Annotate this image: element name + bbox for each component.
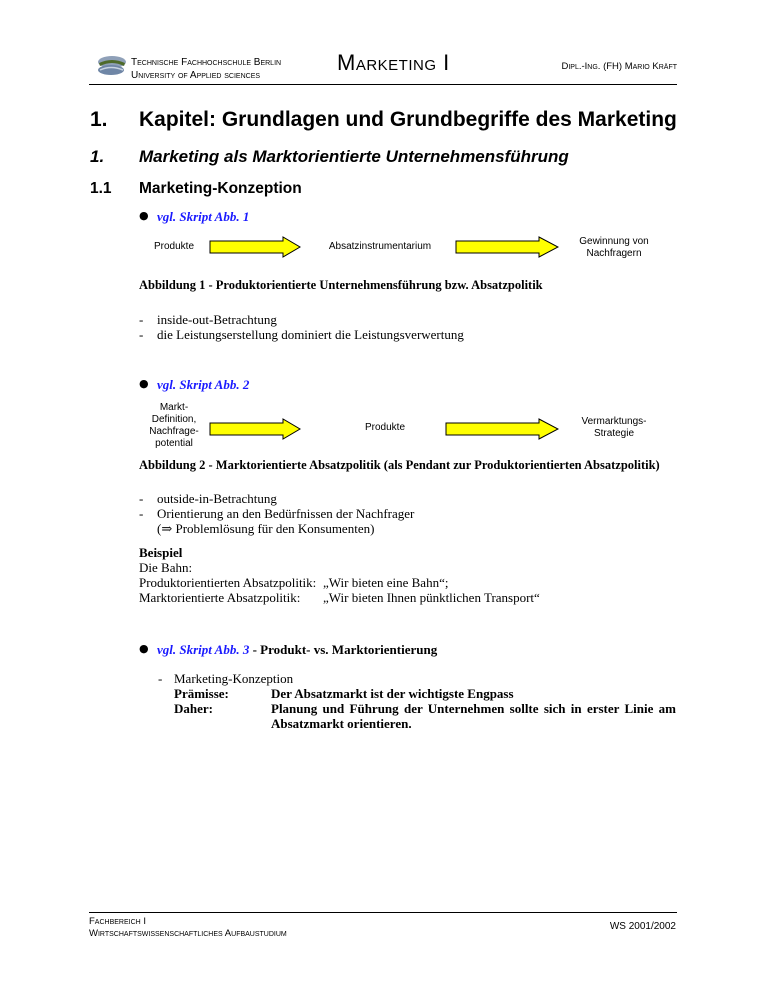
example-quote-product: „Wir bieten eine Bahn“; xyxy=(323,575,449,590)
figure3-premise-text: Der Absatzmarkt ist der wichtigste Engpass xyxy=(271,686,514,701)
section-number: 1. xyxy=(90,147,105,166)
section-title: Marketing als Marktorientierte Unternehmensführung xyxy=(139,147,569,166)
figure3-item: Marketing-Konzeption xyxy=(174,671,294,686)
subsection-title: Marketing-Konzeption xyxy=(139,180,302,197)
footer-semester: WS 2001/2002 xyxy=(609,921,676,932)
figure2-box-1: Markt-Definition, Nachfrage-potential xyxy=(149,402,199,449)
figure2-reference: vgl. Skript Abb. 2 xyxy=(157,377,250,392)
figure2-arrow-1 xyxy=(209,418,301,445)
figure3-reference-suffix: - Produkt- vs. Marktorientierung xyxy=(249,642,438,657)
header-author: Dipl.-Ing. (FH) Mario Kräft xyxy=(561,61,677,72)
bullet-icon: ● xyxy=(139,642,149,655)
figure1-arrow-2 xyxy=(455,236,559,263)
bullet-icon: ● xyxy=(139,209,149,222)
header-institution-line1: Technische Fachhochschule Berlin xyxy=(131,57,282,68)
figure1-caption: Abbildung 1 - Produktorientierte Unternehmensführung bzw. Absatzpolitik xyxy=(139,278,543,292)
figure2-caption: Abbildung 2 - Marktorientierte Absatzpolitik (als Pendant zur Produktorientierten Absatzpolitik) xyxy=(139,458,660,472)
figure2-box-3: Vermarktungs-Strategie xyxy=(581,416,647,439)
figure3-premise-label: Prämisse: xyxy=(174,686,229,701)
figure3-therefore-text-2: Absatzmarkt orientieren. xyxy=(271,716,412,731)
figure1-box-3: Gewinnung von Nachfragern xyxy=(579,236,649,259)
figure2-point-3: (⇒ Problemlösung für den Konsumenten) xyxy=(157,521,375,536)
figure2-arrow-2 xyxy=(445,418,559,445)
tfh-logo-icon xyxy=(96,54,128,81)
bullet-icon: ● xyxy=(139,377,149,390)
figure1-box-1: Produkte xyxy=(153,241,195,252)
example-line1: Die Bahn: xyxy=(139,560,193,575)
example-heading: Beispiel xyxy=(139,545,183,560)
chapter-number: 1. xyxy=(90,108,108,131)
footer-line2: Wirtschaftswissenschaftliches Aufbaustudium xyxy=(89,928,287,939)
example-label-market: Marktorientierte Absatzpolitik: xyxy=(139,590,301,605)
header-institution xyxy=(131,56,281,82)
figure3-therefore-text-1: Planung und Führung der Unternehmen sollte sich in erster Linie am xyxy=(271,701,676,716)
header-divider xyxy=(89,84,677,85)
chapter-title: Kapitel: Grundlagen und Grundbegriffe des Marketing xyxy=(139,108,677,131)
header-institution-line2: University of Applied sciences xyxy=(131,70,261,81)
example-quote-market: „Wir bieten Ihnen pünktlichen Transport“ xyxy=(323,590,540,605)
header-title: Marketing I xyxy=(337,50,450,75)
figure2-box-2: Produkte xyxy=(364,422,406,433)
footer-line1: Fachbereich I xyxy=(89,916,146,927)
figure3-dash: - xyxy=(158,671,163,686)
figure3-reference: vgl. Skript Abb. 3 xyxy=(157,642,250,657)
footer-department xyxy=(89,916,287,940)
figure1-box-2: Absatzinstrumentarium xyxy=(328,241,432,252)
footer-divider xyxy=(89,912,677,913)
example-label-product: Produktorientierten Absatzpolitik: xyxy=(139,575,317,590)
figure3-therefore-label: Daher: xyxy=(174,701,213,716)
subsection-number: 1.1 xyxy=(90,180,112,197)
figure1-reference: vgl. Skript Abb. 1 xyxy=(157,209,250,224)
figure1-arrow-1 xyxy=(209,236,301,263)
